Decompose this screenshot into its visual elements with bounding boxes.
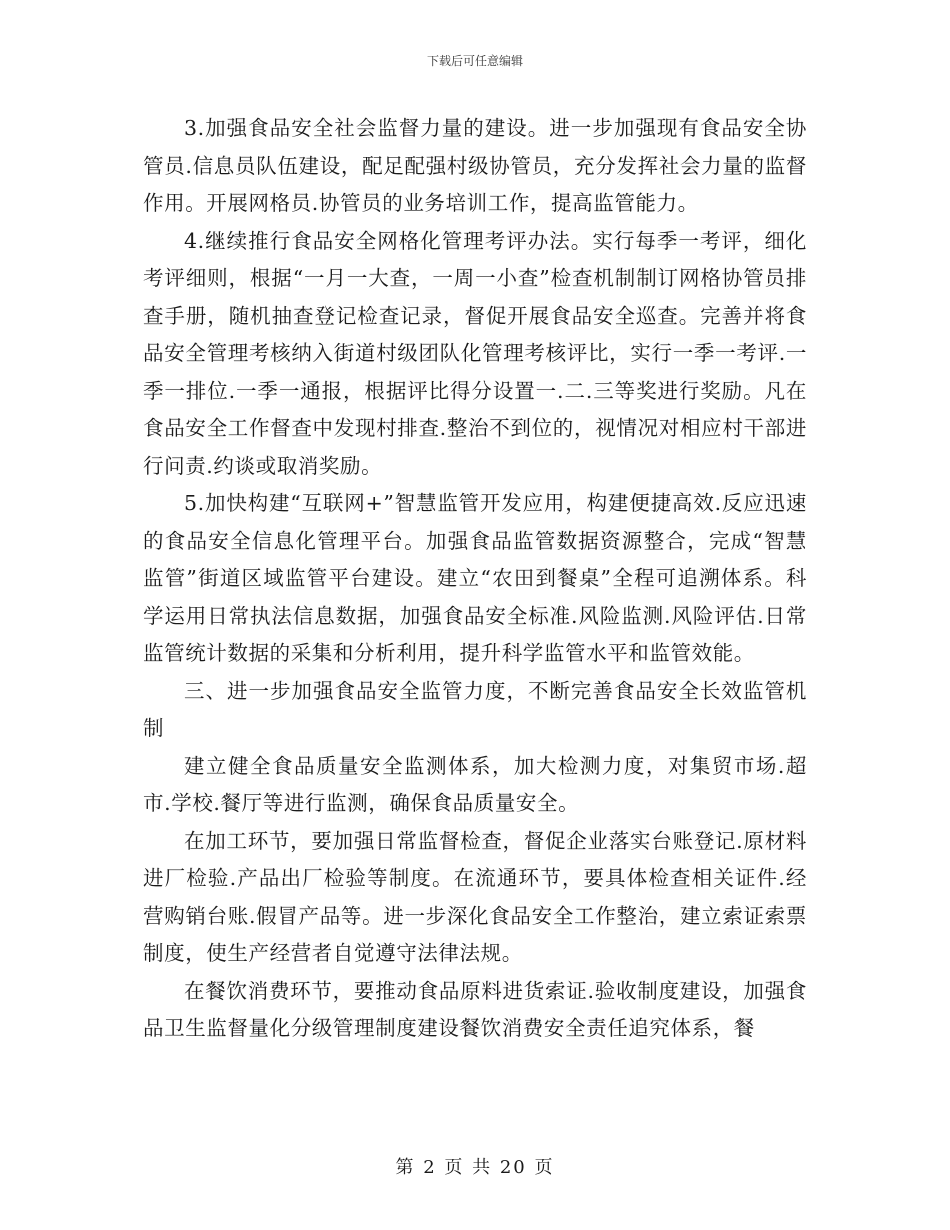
page-number-footer: 第 2 页 共 20 页 [395,1157,555,1178]
paragraph-5: 在加工环节，要加强日常监督检查，督促企业落实台账登记.原材料进厂检验.产品出厂检验等制度。在流通环节，要具体检查相关证件.经营购销台账.假冒产品等。进一步深化食品安全工作整治，建立索证索票制度，使生产经营者自觉遵守法律法规。 [143,828,807,965]
paragraph-4: 建立健全食品质量安全监测体系，加大检测力度，对集贸市场.超市.学校.餐厅等进行监测，确保食品质量安全。 [143,753,807,815]
paragraph-1: 3.加强食品安全社会监督力量的建设。进一步加强现有食品安全协管员.信息员队伍建设，配足配强村级协管员，充分发挥社会力量的监督作用。开展网格员.协管员的业务培训工作，提高监管能力。 [143,116,807,215]
paragraph-3: 5.加快构建“互联网+”智慧监管开发应用，构建便捷高效.反应迅速的食品安全信息化管理平台。加强食品监管数据资源整合，完成“智慧监管”街道区域监管平台建设。建立“农田到餐桌”全程可追溯体系。科学运用日常执法信息数据，加强食品安全标准.风险监测.风险评估.日常监管统计数据的采集和分析利用，提升科学监管水平和监管效能。 [143,491,807,665]
page-header-note: 下载后可任意编辑 [426,54,523,68]
document-body [143,110,807,1048]
paragraph-2: 4.继续推行食品安全网格化管理考评办法。实行每季一考评，细化考评细则，根据“一月一大查，一周一小查”检查机制制订网格协管员排查手册，随机抽查登记检查记录，督促开展食品安全巡查。完善并将食品安全管理考核纳入街道村级团队化管理考核评比，实行一季一考评.一季一排位.一季一通报，根据评比得分设置一.二.三等奖进行奖励。凡在食品安全工作督查中发现村排查.整治不到位的，视情况对相应村干部进行问责.约谈或取消奖励。 [143,228,807,478]
paragraph-6: 在餐饮消费环节，要推动食品原料进货索证.验收制度建设，加强食品卫生监督量化分级管理制度建设餐饮消费安全责任追究体系，餐 [143,978,807,1040]
section-heading-3: 三、进一步加强食品安全监管力度，不断完善食品安全长效监管机制 [143,678,807,740]
